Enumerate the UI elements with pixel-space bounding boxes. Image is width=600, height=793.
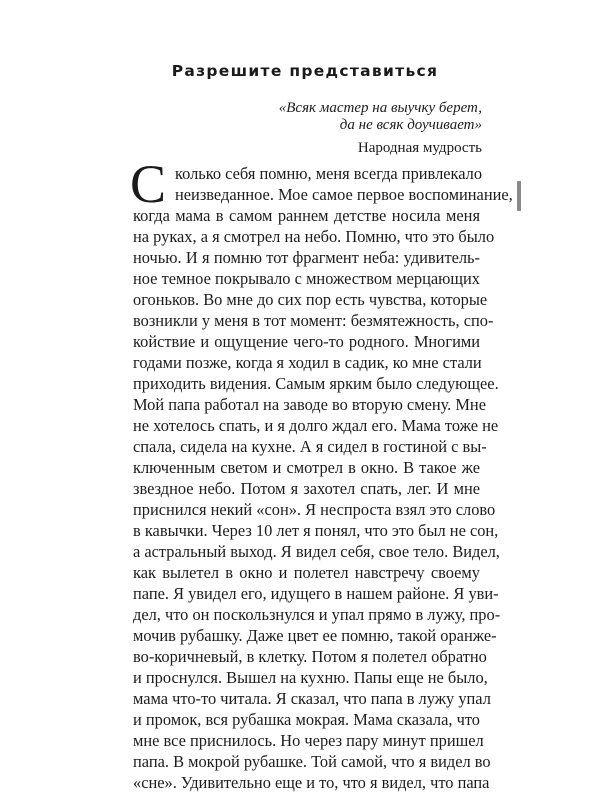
text-line: мочив рубашку. Даже цвет ее помню, такой оранже-: [133, 626, 497, 645]
text-line: и проснулся. Вышел на кухню. Папы еще не было,: [133, 668, 488, 687]
text-line: как вылетел в окно и полетел навстречу своему: [133, 563, 480, 582]
text-line: когда мама в самом раннем детстве носила меня: [133, 206, 480, 225]
body-text: [133, 163, 513, 793]
text-line: «сне». Удивительно еще и то, что я видел, что папа: [133, 773, 490, 792]
text-line: приходить видения. Самым ярким было следующее.: [133, 374, 499, 393]
epigraph-source: Народная мудрость: [357, 140, 482, 156]
page-edge-marker: [517, 181, 521, 211]
text-line: папе. Я увидел его, идущего в нашем районе. Я уви-: [133, 584, 499, 603]
text-line: койствие и ощущение чего-то родного. Многими: [133, 332, 480, 351]
text-line: мама что-то читала. Я сказал, что папа в лужу упал: [133, 689, 491, 708]
epigraph-quote-line: да не всяк доучивает»: [339, 117, 482, 133]
text-line: возникли у меня в тот момент: безмятежность, спо-: [133, 311, 494, 330]
text-line: спала, сидела на кухне. А я сидел в гостиной с вы-: [133, 437, 487, 456]
text-line: годами позже, когда я ходил в садик, ко мне стали: [133, 353, 482, 372]
text-line: неизведанное. Мое самое первое воспоминание,: [175, 185, 513, 204]
text-line: а астральный выход. Я видел себя, свое тело. Видел,: [133, 542, 500, 561]
epigraph-quote: [279, 100, 482, 134]
chapter-title: Разрешите представиться: [171, 62, 439, 80]
text-line: ключенным светом и смотрел в окно. В такое же: [133, 458, 480, 477]
text-line: ночью. И я помню тот фрагмент неба: удивитель-: [133, 248, 480, 267]
text-line: огоньков. Во мне до сих пор есть чувства, которые: [133, 290, 488, 309]
text-line: звездное небо. Потом я захотел спать, лег. И мне: [133, 479, 480, 498]
text-line: колько себя помню, меня всегда привлекало: [175, 164, 483, 183]
text-line: приснился некий «сон». Я неспроста взял это слово: [133, 500, 496, 519]
text-line: не хотелось спать, и я долго ждал его. Мама тоже не: [133, 416, 499, 435]
text-line: дел, что он поскользнулся и упал прямо в лужу, про-: [133, 605, 501, 624]
text-line: ное темное покрывало с множеством мерцающих: [133, 269, 480, 288]
epigraph-quote-line: «Всяк мастер на выучку берет,: [278, 100, 482, 116]
drop-cap: С: [130, 154, 167, 214]
text-line: во-коричневый, в клетку. Потом я полетел обратно: [133, 647, 487, 666]
text-line: и промок, вся рубашка мокрая. Мама сказала, что: [133, 710, 480, 729]
text-line: Мой папа работал на заводе во вторую смену. Мне: [133, 395, 486, 414]
epigraph: [279, 100, 482, 157]
text-line: мне все приснилось. Но через пару минут пришел: [133, 731, 484, 750]
text-line: в кавычки. Через 10 лет я понял, что это был не сон,: [133, 521, 499, 540]
text-line: на руках, а я смотрел на небо. Помню, что это было: [133, 227, 495, 246]
text-line: папа. В мокрой рубашке. Той самой, что я видел во: [133, 752, 491, 771]
